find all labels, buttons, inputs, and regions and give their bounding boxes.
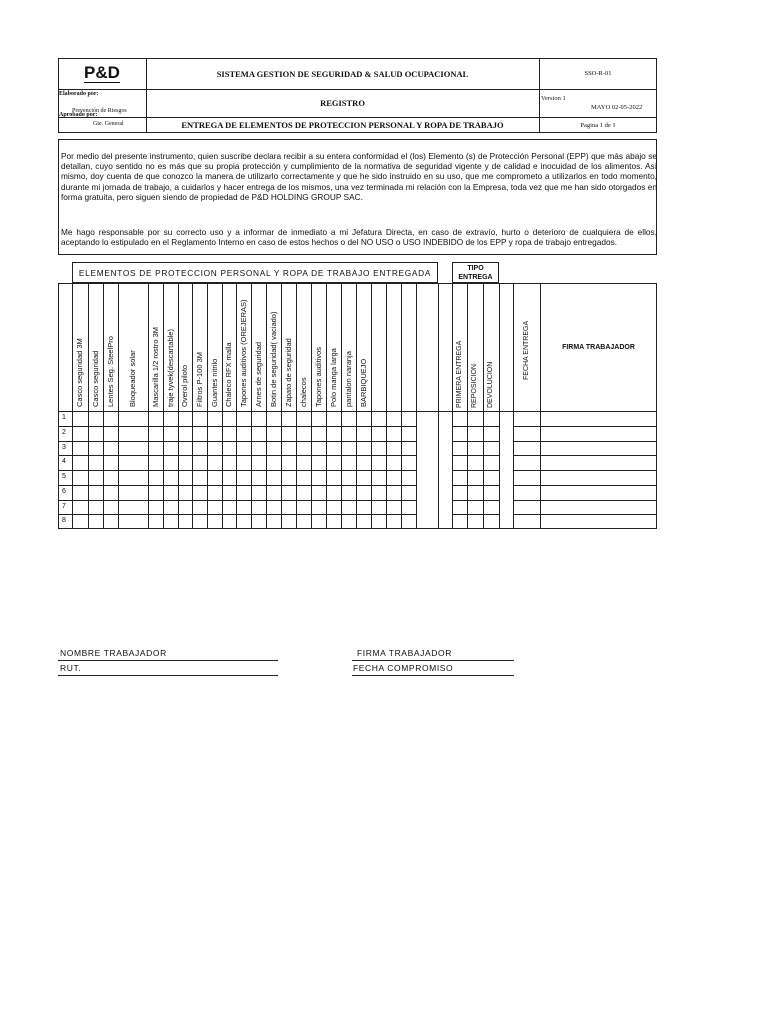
- grid-line: [513, 283, 514, 529]
- epp-item-label: Arnes de seguridad: [253, 341, 263, 407]
- elements-header: ELEMENTOS DE PROTECCION PERSONAL Y ROPA DE TRABAJO ENTREGADA: [72, 262, 438, 283]
- grid-line: [452, 441, 499, 442]
- epp-item-label: Polo manga larga: [328, 348, 338, 407]
- row-number: 4: [62, 458, 66, 466]
- elaborado-label: Elaborado por:: [59, 91, 99, 97]
- firma-header: FIRMA TRABAJADOR: [562, 343, 635, 351]
- grid-line: [58, 455, 416, 456]
- version-label: Version 1: [541, 95, 566, 102]
- epp-item-label: Botin de seguridad( vaciado): [268, 311, 278, 407]
- grid-line: [236, 283, 237, 529]
- grid-line: [452, 514, 499, 515]
- declaration-box: [58, 139, 657, 255]
- firma-line[interactable]: [352, 660, 514, 661]
- nombre-label: NOMBRE TRABAJADOR: [60, 648, 167, 658]
- grid-line: [452, 283, 453, 529]
- epp-item-label: Zapato de seguridad: [283, 338, 293, 407]
- logo-cell: [58, 58, 146, 89]
- registro-title: REGISTRO: [320, 98, 365, 108]
- grid-line: [251, 283, 252, 529]
- grid-line: [281, 283, 282, 529]
- grid-line: [371, 283, 372, 529]
- grid-line: [513, 485, 657, 486]
- version-date: MAYO 02-05-2022: [591, 104, 643, 111]
- grid-line: [513, 426, 657, 427]
- epp-item-label: Overol piloto: [180, 364, 189, 407]
- row-number: 1: [62, 414, 66, 421]
- form-subtitle: ENTREGA DE ELEMENTOS DE PROTECCION PERSONAL Y ROPA DE TRABAJO: [181, 120, 504, 130]
- grid-line: [452, 485, 499, 486]
- grid-line: [326, 283, 327, 529]
- aprobado-value: Gte. General: [93, 121, 124, 127]
- grid-line: [58, 426, 416, 427]
- epp-item-label: Tapones auditivos (OREJERAS): [238, 299, 248, 407]
- row-number: 2: [62, 428, 66, 436]
- grid-line: [499, 283, 500, 529]
- grid-line: [58, 485, 416, 486]
- epp-item-label: Lentes Seg. SteelPro: [105, 336, 115, 407]
- grid-line: [72, 283, 73, 529]
- grid-line: [178, 283, 179, 529]
- grid-line: [452, 470, 499, 471]
- grid-line: [513, 500, 657, 501]
- grid-line: [540, 283, 541, 529]
- epp-item-label: Casco seguridad 3M: [75, 338, 84, 407]
- tipo-entrega-label: DEVOLUCION: [487, 361, 494, 408]
- grid-line: [467, 283, 468, 529]
- table-frame: [58, 283, 657, 529]
- grid-line: [163, 283, 164, 529]
- epp-item-label: Filtros P-100 3M: [194, 351, 204, 407]
- grid-line: [296, 283, 297, 529]
- fecha-line[interactable]: [352, 675, 514, 676]
- grid-line: [192, 283, 193, 529]
- epp-item-label: Tapones auditivos: [313, 346, 323, 407]
- tipo-entrega-label: REPOSICION: [471, 364, 478, 408]
- responsibility-paragraph: Me hago responsable por su correcto uso y a informar de inmediato a mi Jefatura Directa, en caso de extravío, hurto o deterioro de cualquiera de ellos, aceptando lo estipulado en el Reglamento Interno en caso de estos hechos o del NO USO o USO INDEBIDO de los EPP y ropa de trabajo entregados.: [61, 227, 657, 248]
- grid-line: [58, 411, 657, 412]
- grid-line: [452, 500, 499, 501]
- epp-item-label: BARBIQUEJO: [358, 358, 368, 407]
- system-title: SISTEMA GESTION DE SEGURIDAD & SALUD OCUPACIONAL: [216, 68, 469, 79]
- tipo-entrega-label: PRIMERA ENTREGA: [455, 340, 463, 408]
- grid-line: [513, 470, 657, 471]
- grid-line: [118, 283, 119, 529]
- epp-item-label: Chaleco RFX malla: [224, 342, 233, 407]
- grid-line: [58, 441, 416, 442]
- grid-line: [103, 283, 104, 529]
- grid-line: [222, 283, 223, 529]
- grid-line: [513, 514, 657, 515]
- row-number: 6: [62, 487, 66, 495]
- firma-label: FIRMA TRABAJADOR: [357, 648, 452, 658]
- grid-line: [452, 426, 499, 427]
- company-logo: P&D: [84, 63, 120, 82]
- elaborado-value: Prevención de Riesgos: [72, 108, 127, 114]
- epp-item-label: chalecos: [298, 377, 308, 407]
- epp-item-label: Bloqueador solar: [128, 350, 137, 407]
- rut-label: RUT.: [60, 663, 82, 673]
- fecha-entrega-label: FECHA ENTREGA: [522, 320, 530, 380]
- grid-line: [513, 441, 657, 442]
- page-number: Pagina 1 de 1: [580, 121, 616, 129]
- epp-item-label: Casco seguridad: [90, 350, 100, 407]
- row-number: 5: [62, 473, 66, 480]
- grid-line: [513, 455, 657, 456]
- row-number: 3: [62, 443, 66, 451]
- fecha-label: FECHA COMPROMISO: [353, 663, 454, 673]
- document-code: SSO-R-01: [584, 70, 612, 77]
- row-number: 8: [62, 517, 66, 525]
- grid-line: [88, 283, 89, 529]
- grid-line: [341, 283, 342, 529]
- grid-line: [386, 283, 387, 529]
- grid-line: [356, 283, 357, 529]
- grid-line: [483, 283, 484, 529]
- epp-item-label: Guantes nitrilo: [209, 358, 219, 407]
- aprobado-label: Aprobado por:: [59, 112, 98, 118]
- epp-item-label: Mascarilla 1/2 rostro 3M: [150, 326, 160, 407]
- grid-line: [207, 283, 208, 529]
- grid-line: [438, 283, 439, 529]
- grid-line: [401, 283, 402, 529]
- grid-line: [266, 283, 267, 529]
- epp-item-label: traje tyvek(descartable): [165, 329, 175, 407]
- epp-item-label: pantalon naranja: [343, 351, 353, 407]
- grid-line: [311, 283, 312, 529]
- grid-line: [58, 500, 416, 501]
- grid-line: [58, 470, 416, 471]
- grid-line: [58, 514, 416, 515]
- grid-line: [416, 283, 417, 529]
- grid-line: [148, 283, 149, 529]
- nombre-line[interactable]: [58, 660, 278, 661]
- tipo-entrega-header: TIPO ENTREGA: [452, 262, 499, 283]
- declaration-paragraph: Por medio del presente instrumento, quien suscribe declara recibir a su entera conformidad el (los) Elemento (s) de Protección Personal (EPP) que más abajo se detallan, cuyo sentido no es más que su propia protección y cumplimiento de la normativa de seguridad vigente y de calidad e inocuidad de los alimentos. Así mismo, doy cuenta de que conozco la manera de utilizarlo correctamente y que he sido instruido en su uso, que me comprometo a utilizarlos en todo momento, durante mi jornada de trabajo, a cuidarlos y hacer entrega de los mismos, una vez terminada mi relación con la Empresa, toda vez que me han sido otorgados en forma gratuita, pero siguen siendo de propiedad de P&D HOLDING GROUP SAC.: [61, 151, 657, 202]
- row-number: 7: [62, 502, 66, 510]
- rut-line[interactable]: [58, 675, 278, 676]
- grid-line: [452, 455, 499, 456]
